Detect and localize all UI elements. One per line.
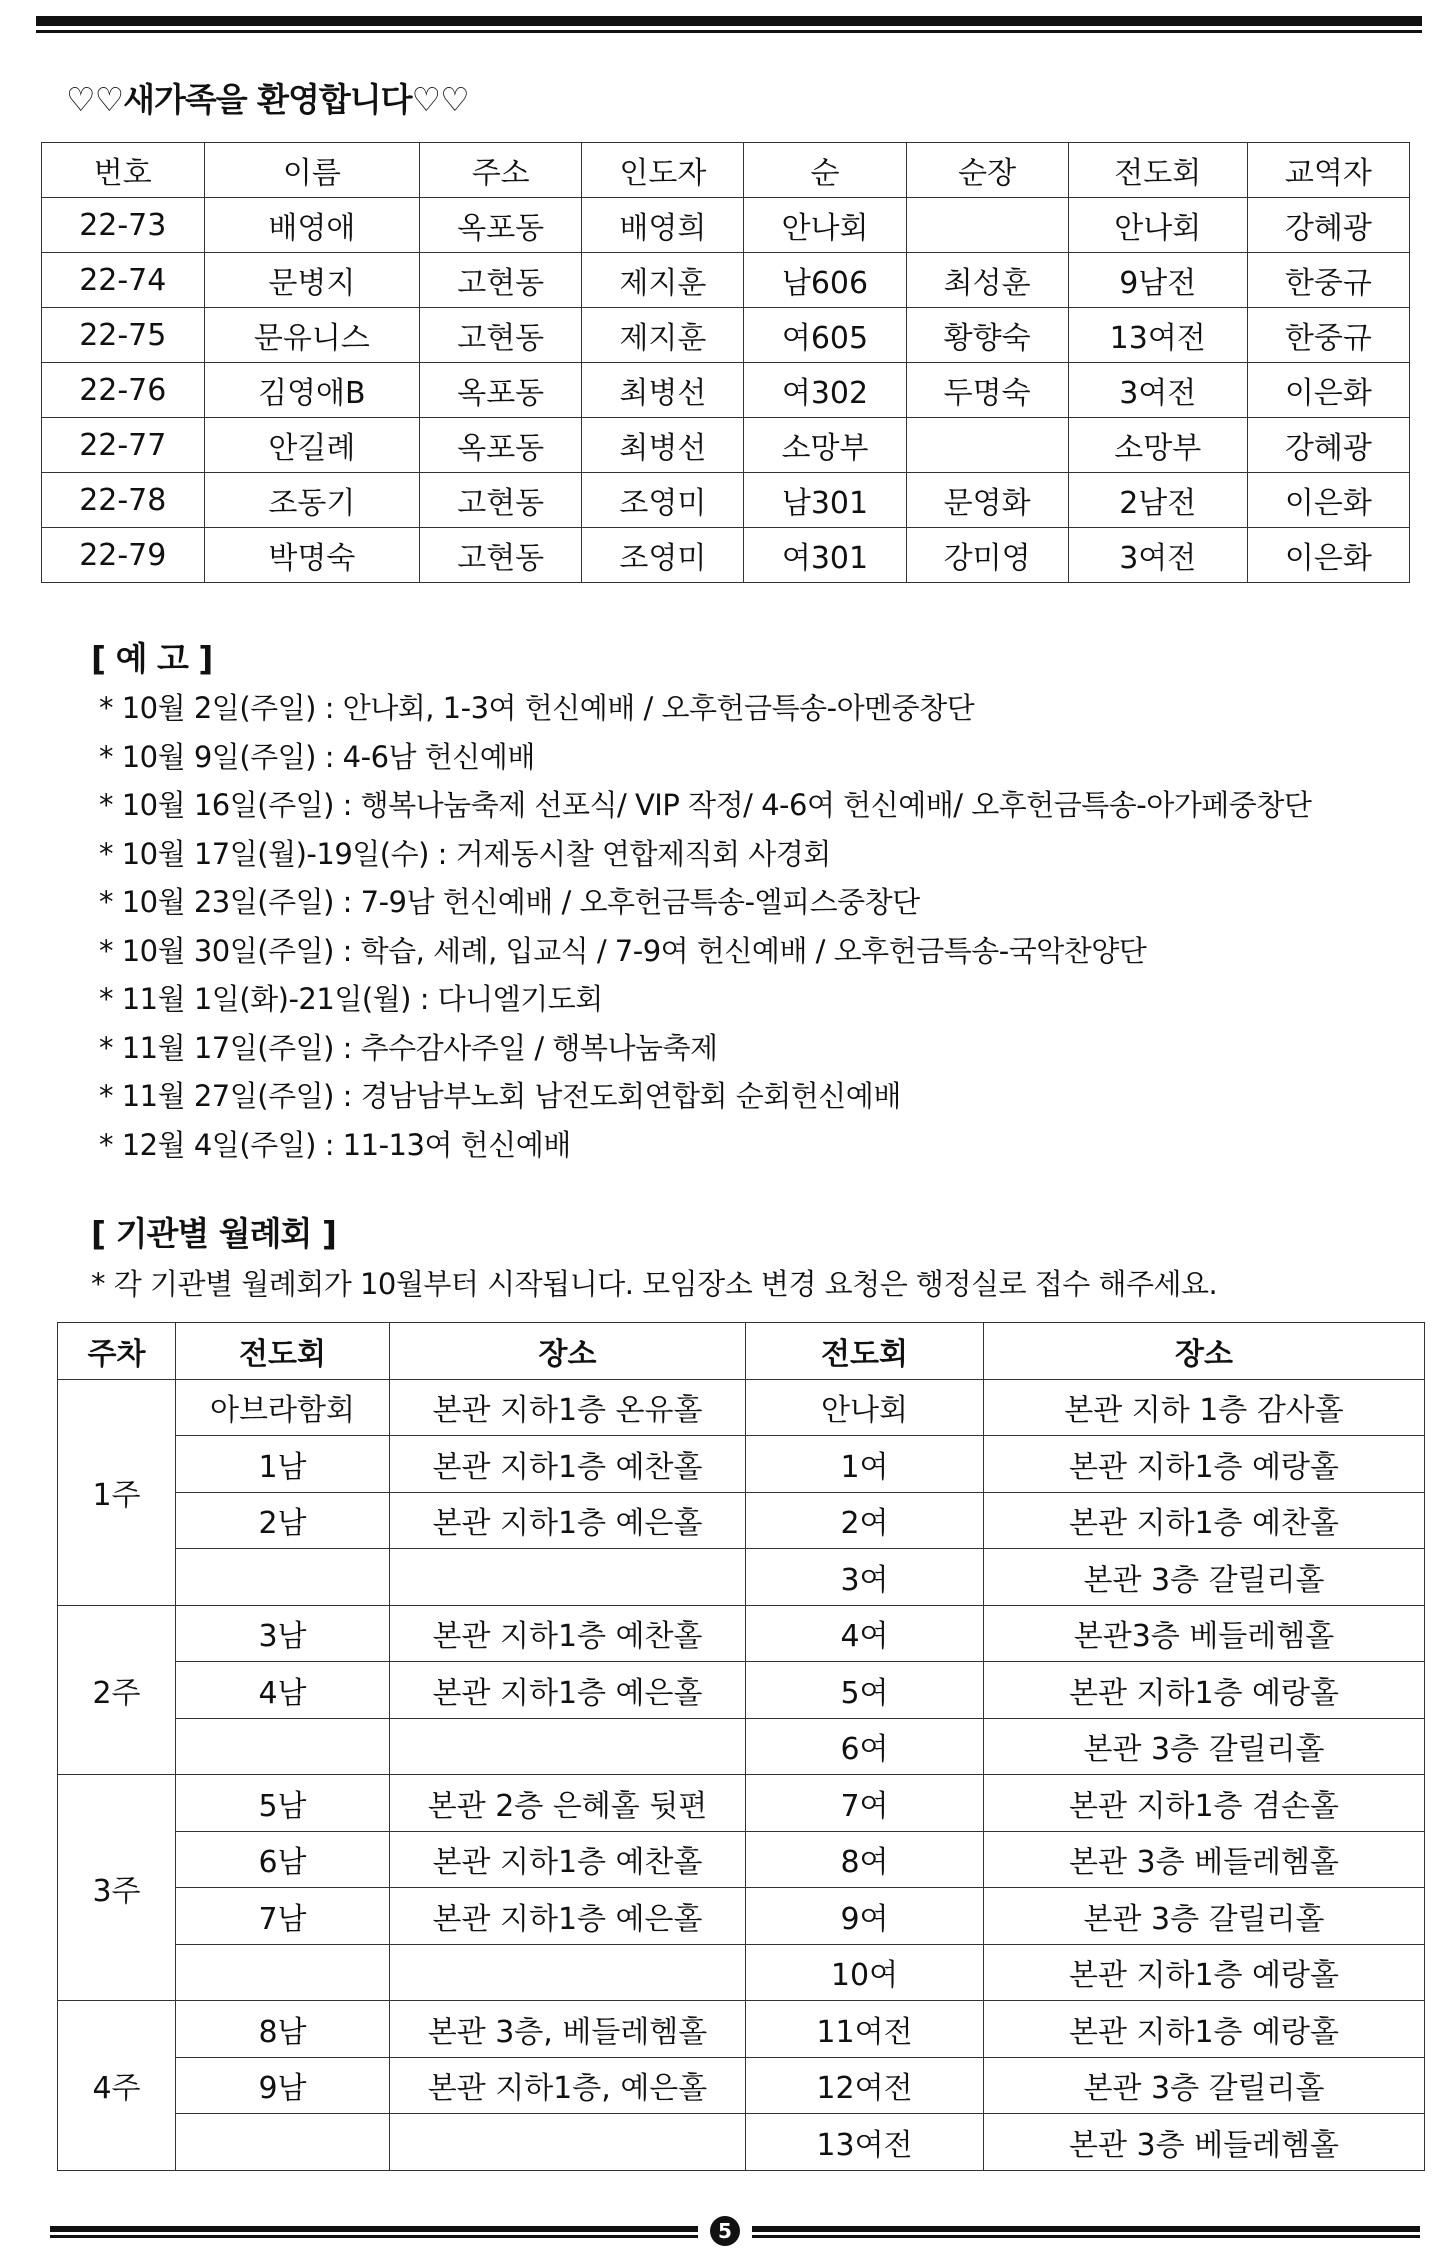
cell-place-right: 본관 지하1층 겸손홀 — [984, 1775, 1425, 1832]
cell-number: 22-76 — [42, 363, 205, 418]
table-row — [58, 1944, 1425, 2001]
cell-group: 여605 — [744, 308, 906, 363]
table-row — [58, 1662, 1425, 1719]
cell-place-right: 본관 지하 1층 감사홀 — [984, 1379, 1425, 1436]
list-item: * 10월 17일(월)-19일(수) : 거제동시찰 연합제직회 사경회 — [99, 836, 831, 871]
table-row — [42, 473, 1410, 528]
cell-place-left: 본관 지하1층 예은홀 — [390, 1888, 746, 1945]
header-name: 이름 — [204, 143, 420, 198]
table-row — [58, 1775, 1425, 1832]
cell-address: 옥포동 — [420, 198, 582, 253]
bottom-rule-left-thick — [50, 2226, 698, 2232]
bottom-rule-right-thin — [752, 2235, 1420, 2238]
cell-mission-society: 안나회 — [1068, 198, 1247, 253]
monthly-meeting-title: [ 기관별 월례회 ] — [91, 1214, 336, 1253]
cell-address: 옥포동 — [420, 418, 582, 473]
cell-place-left: 본관 지하1층, 예은홀 — [390, 2057, 746, 2114]
cell-group: 남606 — [744, 253, 906, 308]
list-item: * 11월 27일(주일) : 경남남부노회 남전도회연합회 순회헌신예배 — [99, 1079, 901, 1113]
cell-name: 김영애B — [204, 363, 420, 418]
cell-address: 고현동 — [420, 253, 582, 308]
list-item: * 10월 23일(주일) : 7-9남 헌신예배 / 오후헌금특송-엘피스중창단 — [99, 885, 920, 919]
cell-pastor: 한중규 — [1247, 253, 1409, 308]
new-family-table — [41, 142, 1410, 583]
cell-society-right: 9여 — [746, 1888, 984, 1945]
cell-society-left: 4남 — [176, 1662, 390, 1719]
cell-name: 배영애 — [204, 198, 420, 253]
header-week: 주차 — [58, 1323, 176, 1380]
cell-society-left: 5남 — [176, 1775, 390, 1832]
monthly-meeting-table — [57, 1322, 1425, 2171]
monthly-meeting-note: * 각 기관별 월례회가 10월부터 시작됩니다. 모임장소 변경 요청은 행정실로 접수 해주세요. — [91, 1267, 1218, 1301]
cell-place-right: 본관 지하1층 예랑홀 — [984, 1436, 1425, 1493]
cell-mission-society: 소망부 — [1068, 418, 1247, 473]
cell-week: 1주 — [58, 1379, 176, 1605]
cell-guide: 제지훈 — [582, 308, 744, 363]
cell-guide: 조영미 — [582, 473, 744, 528]
cell-society-right: 7여 — [746, 1775, 984, 1832]
cell-mission-society: 13여전 — [1068, 308, 1247, 363]
cell-place-right: 본관 지하1층 예찬홀 — [984, 1492, 1425, 1549]
cell-society-left — [176, 1718, 390, 1775]
cell-group: 안나회 — [744, 198, 906, 253]
cell-pastor: 이은화 — [1247, 363, 1409, 418]
cell-society-right: 1여 — [746, 1436, 984, 1493]
cell-place-left — [390, 2114, 746, 2171]
cell-number: 22-77 — [42, 418, 205, 473]
table-row — [58, 1888, 1425, 1945]
cell-society-left: 6남 — [176, 1831, 390, 1888]
cell-guide: 제지훈 — [582, 253, 744, 308]
header-society-right: 전도회 — [746, 1323, 984, 1380]
bottom-rule-right-thick — [752, 2226, 1420, 2232]
cell-pastor: 강혜광 — [1247, 418, 1409, 473]
header-pastor: 교역자 — [1247, 143, 1409, 198]
cell-place-left — [390, 1718, 746, 1775]
cell-society-right: 11여전 — [746, 2001, 984, 2058]
cell-place-right: 본관 3층 갈릴리홀 — [984, 2057, 1425, 2114]
cell-name: 문유니스 — [204, 308, 420, 363]
cell-group: 남301 — [744, 473, 906, 528]
cell-society-right: 4여 — [746, 1605, 984, 1662]
bottom-rule — [50, 2219, 1420, 2243]
table-row — [58, 1492, 1425, 1549]
cell-society-right: 3여 — [746, 1549, 984, 1606]
list-item: * 12월 4일(주일) : 11-13여 헌신예배 — [99, 1127, 571, 1162]
new-family-header-row — [42, 143, 1410, 198]
cell-place-left: 본관 지하1층 예찬홀 — [390, 1605, 746, 1662]
cell-place-right: 본관3층 베들레헴홀 — [984, 1605, 1425, 1662]
cell-address: 고현동 — [420, 473, 582, 528]
cell-pastor: 강혜광 — [1247, 198, 1409, 253]
cell-number: 22-78 — [42, 473, 205, 528]
cell-place-right: 본관 3층 갈릴리홀 — [984, 1718, 1425, 1775]
cell-place-right: 본관 지하1층 예랑홀 — [984, 2001, 1425, 2058]
header-place-left: 장소 — [390, 1323, 746, 1380]
cell-place-right: 본관 지하1층 예랑홀 — [984, 1662, 1425, 1719]
cell-society-left: 2남 — [176, 1492, 390, 1549]
cell-place-right: 본관 3층 갈릴리홀 — [984, 1888, 1425, 1945]
cell-address: 고현동 — [420, 308, 582, 363]
table-row — [42, 308, 1410, 363]
table-row — [58, 1831, 1425, 1888]
list-item: * 11월 1일(화)-21일(월) : 다니엘기도회 — [99, 982, 603, 1016]
table-row — [42, 528, 1410, 583]
table-row — [42, 418, 1410, 473]
cell-place-left: 본관 2층 은혜홀 뒷편 — [390, 1775, 746, 1832]
top-rule — [36, 16, 1422, 33]
cell-society-right: 8여 — [746, 1831, 984, 1888]
cell-group-leader: 최성훈 — [906, 253, 1068, 308]
cell-guide: 최병선 — [582, 363, 744, 418]
cell-group-leader — [906, 418, 1068, 473]
welcome-title: ♡♡새가족을 환영합니다♡♡ — [66, 80, 469, 119]
cell-society-right: 5여 — [746, 1662, 984, 1719]
header-group-leader: 순장 — [906, 143, 1068, 198]
cell-society-right: 2여 — [746, 1492, 984, 1549]
cell-group: 여301 — [744, 528, 906, 583]
cell-number: 22-75 — [42, 308, 205, 363]
table-row — [42, 363, 1410, 418]
cell-pastor: 이은화 — [1247, 473, 1409, 528]
cell-society-left: 8남 — [176, 2001, 390, 2058]
cell-group-leader: 강미영 — [906, 528, 1068, 583]
cell-group-leader: 두명숙 — [906, 363, 1068, 418]
cell-guide: 조영미 — [582, 528, 744, 583]
cell-mission-society: 3여전 — [1068, 363, 1247, 418]
cell-place-right: 본관 지하1층 예랑홀 — [984, 1944, 1425, 2001]
cell-name: 조동기 — [204, 473, 420, 528]
cell-place-right: 본관 3층 베들레헴홀 — [984, 2114, 1425, 2171]
page-number: 5 — [710, 2216, 740, 2246]
monthly-header-row — [58, 1323, 1425, 1380]
cell-week: 4주 — [58, 2001, 176, 2171]
cell-place-left — [390, 1944, 746, 2001]
top-rule-thin — [36, 30, 1422, 33]
cell-mission-society: 3여전 — [1068, 528, 1247, 583]
top-rule-thick — [36, 16, 1422, 26]
cell-group-leader — [906, 198, 1068, 253]
cell-society-left: 1남 — [176, 1436, 390, 1493]
cell-name: 박명숙 — [204, 528, 420, 583]
list-item: * 11월 17일(주일) : 추수감사주일 / 행복나눔축제 — [99, 1030, 718, 1065]
list-item: * 10월 9일(주일) : 4-6남 헌신예배 — [99, 739, 535, 774]
cell-society-left: 7남 — [176, 1888, 390, 1945]
cell-group-leader: 문영화 — [906, 473, 1068, 528]
header-guide: 인도자 — [582, 143, 744, 198]
table-row — [58, 2114, 1425, 2171]
cell-place-left: 본관 3층, 베들레헴홀 — [390, 2001, 746, 2058]
cell-society-left — [176, 2114, 390, 2171]
table-row — [58, 1549, 1425, 1606]
header-society-left: 전도회 — [176, 1323, 390, 1380]
table-row — [58, 1436, 1425, 1493]
notice-list — [99, 684, 1311, 1169]
table-row — [58, 2001, 1425, 2058]
header-group: 순 — [744, 143, 906, 198]
cell-place-right: 본관 3층 베들레헴홀 — [984, 1831, 1425, 1888]
table-row — [42, 198, 1410, 253]
cell-place-left: 본관 지하1층 예은홀 — [390, 1492, 746, 1549]
cell-society-left: 아브라함회 — [176, 1379, 390, 1436]
header-number: 번호 — [42, 143, 205, 198]
cell-society-right: 10여 — [746, 1944, 984, 2001]
cell-week: 3주 — [58, 1775, 176, 2001]
cell-society-right: 12여전 — [746, 2057, 984, 2114]
list-item: * 10월 16일(주일) : 행복나눔축제 선포식/ VIP 작정/ 4-6여 헌신예배/ 오후헌금특송-아가페중창단 — [99, 788, 1312, 822]
cell-mission-society: 9남전 — [1068, 253, 1247, 308]
cell-society-left — [176, 1944, 390, 2001]
cell-place-left — [390, 1549, 746, 1606]
table-row — [58, 2057, 1425, 2114]
cell-society-left: 3남 — [176, 1605, 390, 1662]
header-address: 주소 — [420, 143, 582, 198]
cell-society-left: 9남 — [176, 2057, 390, 2114]
cell-place-left: 본관 지하1층 예찬홀 — [390, 1831, 746, 1888]
cell-society-right: 6여 — [746, 1718, 984, 1775]
cell-place-right: 본관 3층 갈릴리홀 — [984, 1549, 1425, 1606]
cell-place-left: 본관 지하1층 예찬홀 — [390, 1436, 746, 1493]
cell-week: 2주 — [58, 1605, 176, 1775]
notice-title: [ 예 고 ] — [91, 639, 213, 678]
table-row — [58, 1605, 1425, 1662]
cell-name: 문병지 — [204, 253, 420, 308]
header-place-right: 장소 — [984, 1323, 1425, 1380]
cell-number: 22-79 — [42, 528, 205, 583]
cell-guide: 배영희 — [582, 198, 744, 253]
table-row — [42, 253, 1410, 308]
table-row — [58, 1718, 1425, 1775]
cell-number: 22-73 — [42, 198, 205, 253]
cell-address: 고현동 — [420, 528, 582, 583]
cell-name: 안길례 — [204, 418, 420, 473]
list-item: * 10월 30일(주일) : 학습, 세례, 입교식 / 7-9여 헌신예배 / 오후헌금특송-국악찬양단 — [99, 933, 1147, 968]
cell-mission-society: 2남전 — [1068, 473, 1247, 528]
header-mission-society: 전도회 — [1068, 143, 1247, 198]
cell-society-right: 13여전 — [746, 2114, 984, 2171]
cell-society-right: 안나회 — [746, 1379, 984, 1436]
cell-guide: 최병선 — [582, 418, 744, 473]
cell-place-left: 본관 지하1층 예은홀 — [390, 1662, 746, 1719]
cell-pastor: 한중규 — [1247, 308, 1409, 363]
bottom-rule-left-thin — [50, 2235, 698, 2238]
cell-group-leader: 황향숙 — [906, 308, 1068, 363]
cell-group: 여302 — [744, 363, 906, 418]
cell-society-left — [176, 1549, 390, 1606]
cell-group: 소망부 — [744, 418, 906, 473]
list-item: * 10월 2일(주일) : 안나회, 1-3여 헌신예배 / 오후헌금특송-아멘중창단 — [99, 691, 975, 725]
cell-address: 옥포동 — [420, 363, 582, 418]
cell-place-left: 본관 지하1층 온유홀 — [390, 1379, 746, 1436]
cell-number: 22-74 — [42, 253, 205, 308]
table-row — [58, 1379, 1425, 1436]
cell-pastor: 이은화 — [1247, 528, 1409, 583]
